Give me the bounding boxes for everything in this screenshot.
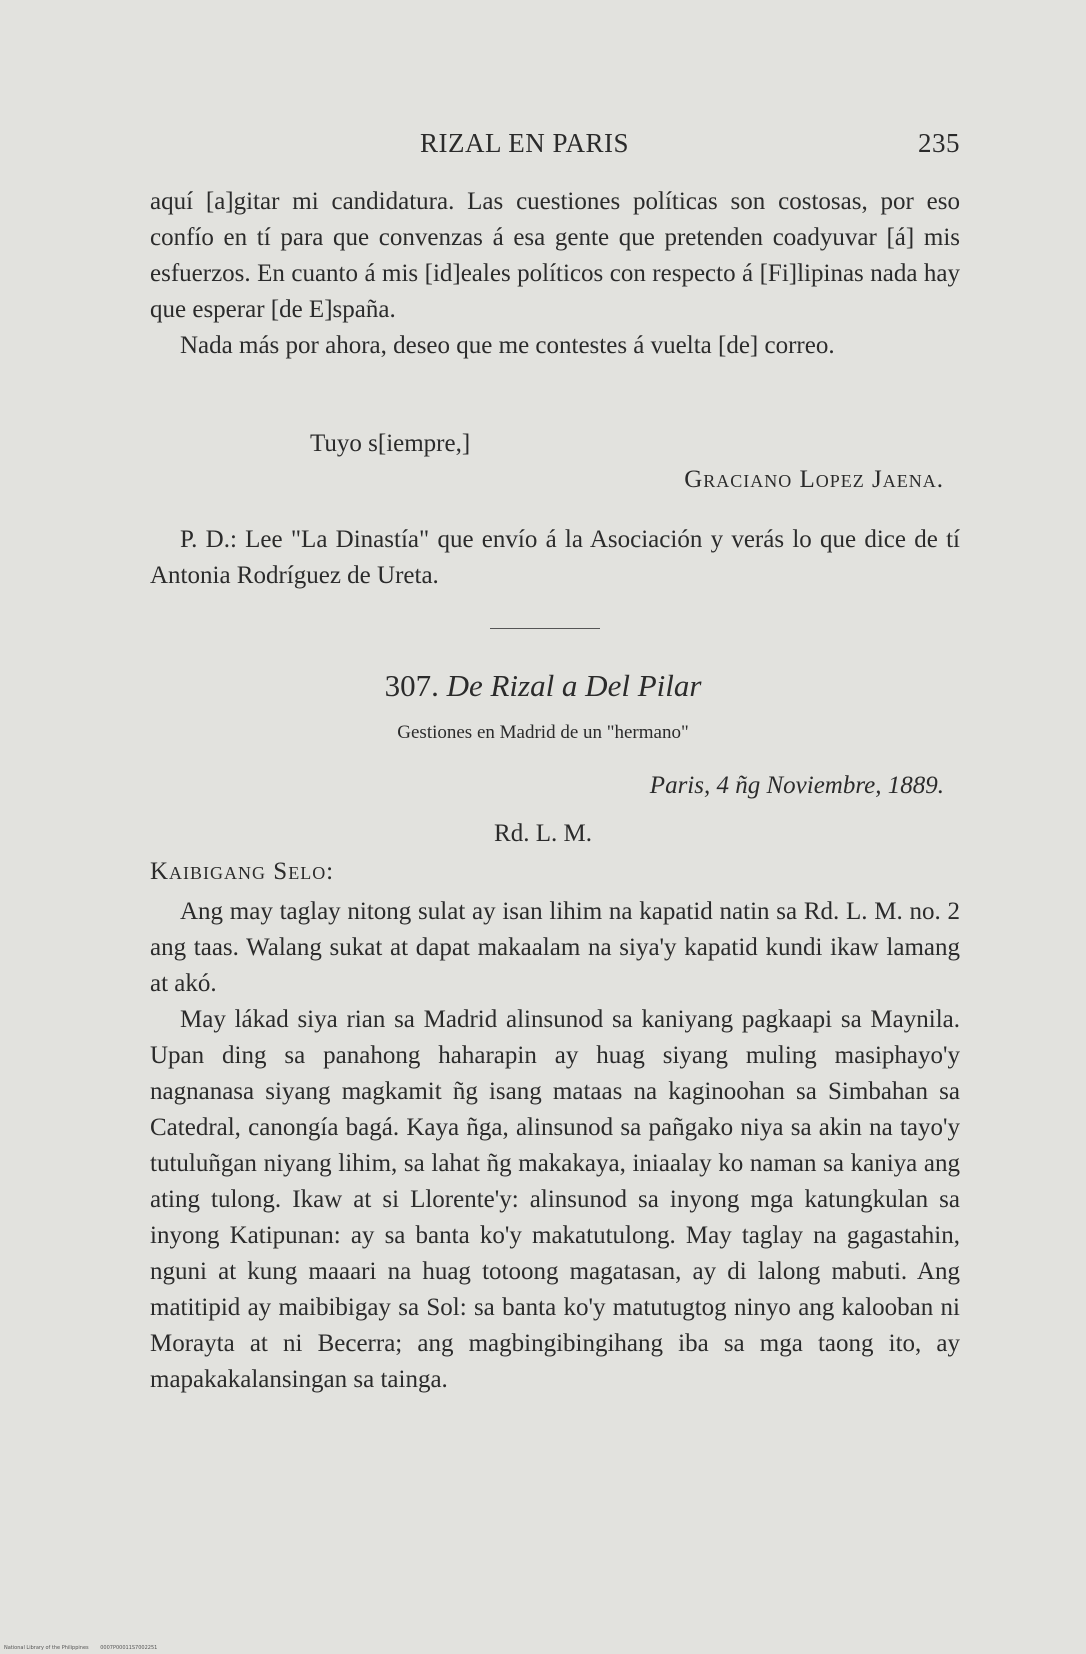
- letter-body: [150, 894, 960, 1398]
- postscript: P. D.: Lee "La Dinastía" que envío á la Asociación y verás lo que dice de tí Antonia Rodríguez de Ureta.: [150, 526, 960, 589]
- section-divider: [490, 628, 600, 629]
- postscript-block: [150, 522, 960, 594]
- footer-library: National Library of the Philippines: [4, 1645, 89, 1651]
- salutation: Kaibigang Selo:: [150, 858, 335, 885]
- letter-subtitle: Gestiones en Madrid de un "hermano": [397, 722, 689, 743]
- paragraph: Nada más por ahora, deseo que me contestes á vuelta [de] correo.: [180, 332, 835, 359]
- letter-title: De Rizal a Del Pilar: [446, 668, 702, 703]
- letter-number: 307.: [384, 668, 439, 703]
- letter-continuation: [150, 184, 960, 364]
- lodge-reference: Rd. L. M.: [494, 820, 592, 847]
- running-head-title: RIZAL EN PARIS: [420, 128, 630, 158]
- paragraph: May lákad siya rian sa Madrid alinsunod sa kaniyang pagkaapi sa Maynila. Upan ding sa panahong haharapin ay huag siyang muling masiphayo'y nagnanasa siyang magkamit ñg isang mataas na kaginoohan sa Simbahan sa Catedral, canongía bagá. Kaya ñga, alinsunod sa pañgako niya sa akin na tayo'y tutuluñgan niyang lihim, sa lahat ñg makakaya, iniaalay ko naman sa kaniya ang ating tulong. Ikaw at si Llorente'y: alinsunod sa inyong mga katungkulan sa inyong Katipunan: ay sa banta ko'y makatutulong. May taglay na gagastahin, nguni at kung maaari na huag totoong magatasan, ay di lalong mabuti. Ang matitipid ay maibibigay sa Sol: sa banta ko'y matutugtog ninyo ang kalooban ni Morayta at ni Becerra; ang magbingibingihang iba sa mga taong ito, ay mapakakalansingan sa tainga.: [150, 1006, 960, 1393]
- letter-closing: Tuyo s[iempre,]: [310, 430, 471, 457]
- footer-code: 0007P00011S7002251: [100, 1645, 158, 1651]
- letter-heading: [0, 668, 1086, 704]
- paragraph: aquí [a]gitar mi candidatura. Las cuestiones políticas son costosas, por eso confío en tí para que convenzas á esa gente que pretenden coadyuvar [á] mis esfuerzos. En cuanto á mis [id]eales políticos con respecto á [Fi]lipinas nada hay que esperar [de E]spaña.: [150, 188, 960, 323]
- signature: Graciano Lopez Jaena.: [684, 466, 944, 493]
- dateline: Paris, 4 ñg Noviembre, 1889.: [649, 772, 944, 799]
- scan-footer: [4, 1645, 167, 1651]
- page-number: 235: [918, 128, 960, 158]
- paragraph: Ang may taglay nitong sulat ay isan lihim na kapatid natin sa Rd. L. M. no. 2 ang taas. Walang sukat at dapat makaalam na siya'y kapatid kundi ikaw lamang at akó.: [150, 898, 960, 997]
